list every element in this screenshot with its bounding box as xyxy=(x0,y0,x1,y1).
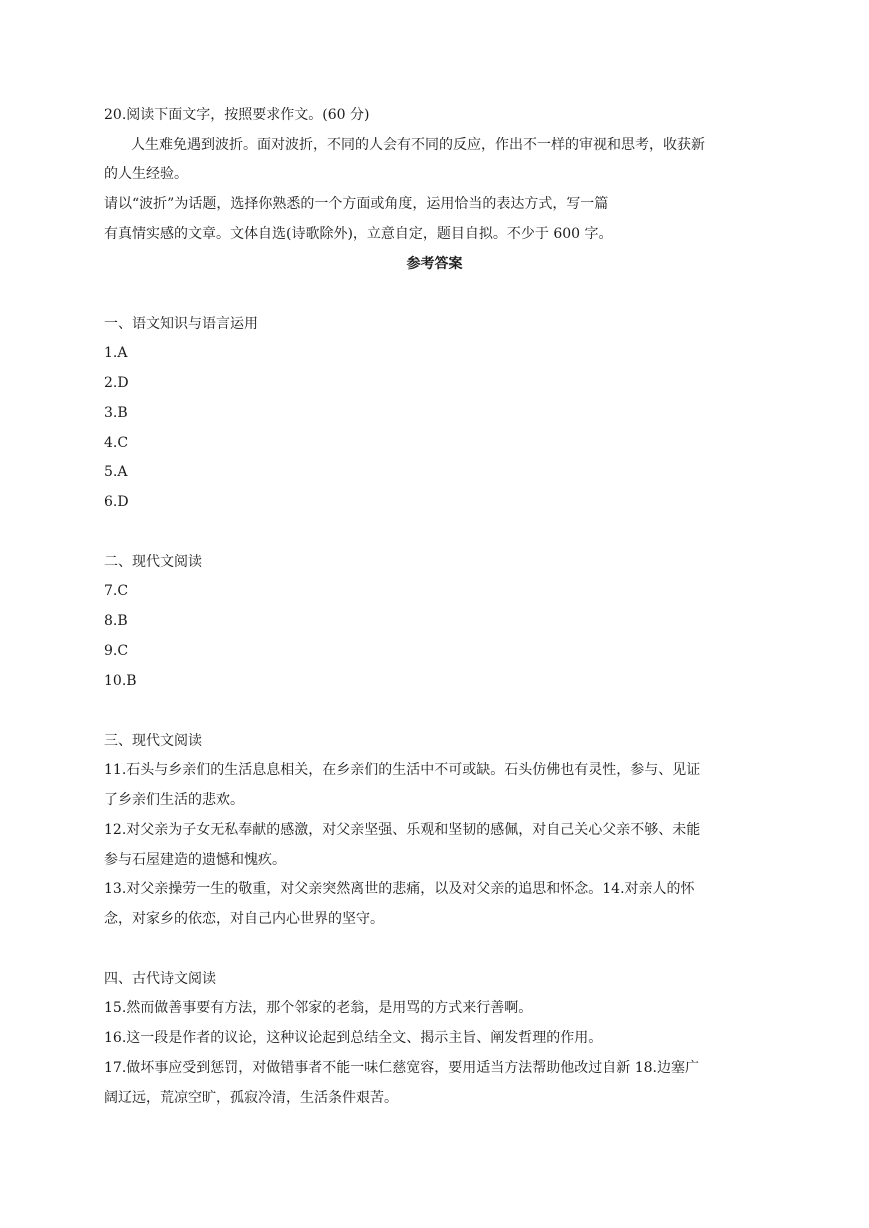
answer-line: 17.做坏事应受到惩罚，对做错事者不能一味仁慈宽容，要用适当方法帮助他改过自新 18.边塞广 xyxy=(104,1060,699,1076)
question-20-instruction-line: 请以“波折”为话题，选择你熟悉的一个方面或角度，运用恰当的表达方式，写一篇 xyxy=(104,196,609,212)
question-20-heading: 20.阅读下面文字，按照要求作文。(60 分) xyxy=(104,107,370,123)
question-20-prompt-line: 的人生经验。 xyxy=(104,166,188,182)
answer-line: 13.对父亲操劳一生的敬重，对父亲突然离世的悲痛，以及对父亲的追思和怀念。14.对亲人的怀 xyxy=(104,881,695,897)
answer-line: 15.然而做善事要有方法，那个邻家的老翁，是用骂的方式来行善啊。 xyxy=(104,1000,533,1016)
section-1-heading: 一、语文知识与语言运用 xyxy=(104,316,258,332)
section-3-heading: 三、现代文阅读 xyxy=(104,733,202,749)
answer-item: 5.A xyxy=(104,464,128,480)
answer-line: 念，对家乡的依恋，对自己内心世界的坚守。 xyxy=(104,911,384,927)
section-2-heading: 二、现代文阅读 xyxy=(104,554,202,570)
answer-line: 12.对父亲为子女无私奉献的感激，对父亲坚强、乐观和坚韧的感佩，对自己关心父亲不够、未能 xyxy=(104,822,701,838)
answer-item: 4.C xyxy=(104,435,129,451)
question-20-instruction-line: 有真情实感的文章。文体自选(诗歌除外)，立意自定，题目自拟。不少于 600 字。 xyxy=(104,226,613,242)
answer-line: 了乡亲们生活的悲欢。 xyxy=(104,792,244,808)
answer-item: 9.C xyxy=(104,643,129,659)
answer-item: 8.B xyxy=(104,613,128,629)
answer-line: 参与石屋建造的遗憾和愧疚。 xyxy=(104,852,286,868)
answer-item: 6.D xyxy=(104,494,129,510)
question-20-prompt-line: 人生难免遇到波折。面对波折，不同的人会有不同的反应，作出不一样的审视和思考，收获新 xyxy=(131,137,705,153)
answer-line: 16.这一段是作者的议论，这种议论起到总结全文、揭示主旨、阐发哲理的作用。 xyxy=(104,1030,603,1046)
answers-title: 参考答案 xyxy=(406,256,463,272)
section-4-heading: 四、古代诗文阅读 xyxy=(104,971,216,987)
answer-line: 11.石头与乡亲们的生活息息相关，在乡亲们的生活中不可或缺。石头仿佛也有灵性，参与、见证 xyxy=(104,762,701,778)
answer-item: 1.A xyxy=(104,345,128,361)
answer-item: 2.D xyxy=(104,375,129,391)
answer-item: 10.B xyxy=(104,673,137,689)
answer-item: 3.B xyxy=(104,405,128,421)
answer-line: 阔辽远，荒凉空旷，孤寂冷清，生活条件艰苦。 xyxy=(104,1090,398,1106)
answer-item: 7.C xyxy=(104,583,129,599)
